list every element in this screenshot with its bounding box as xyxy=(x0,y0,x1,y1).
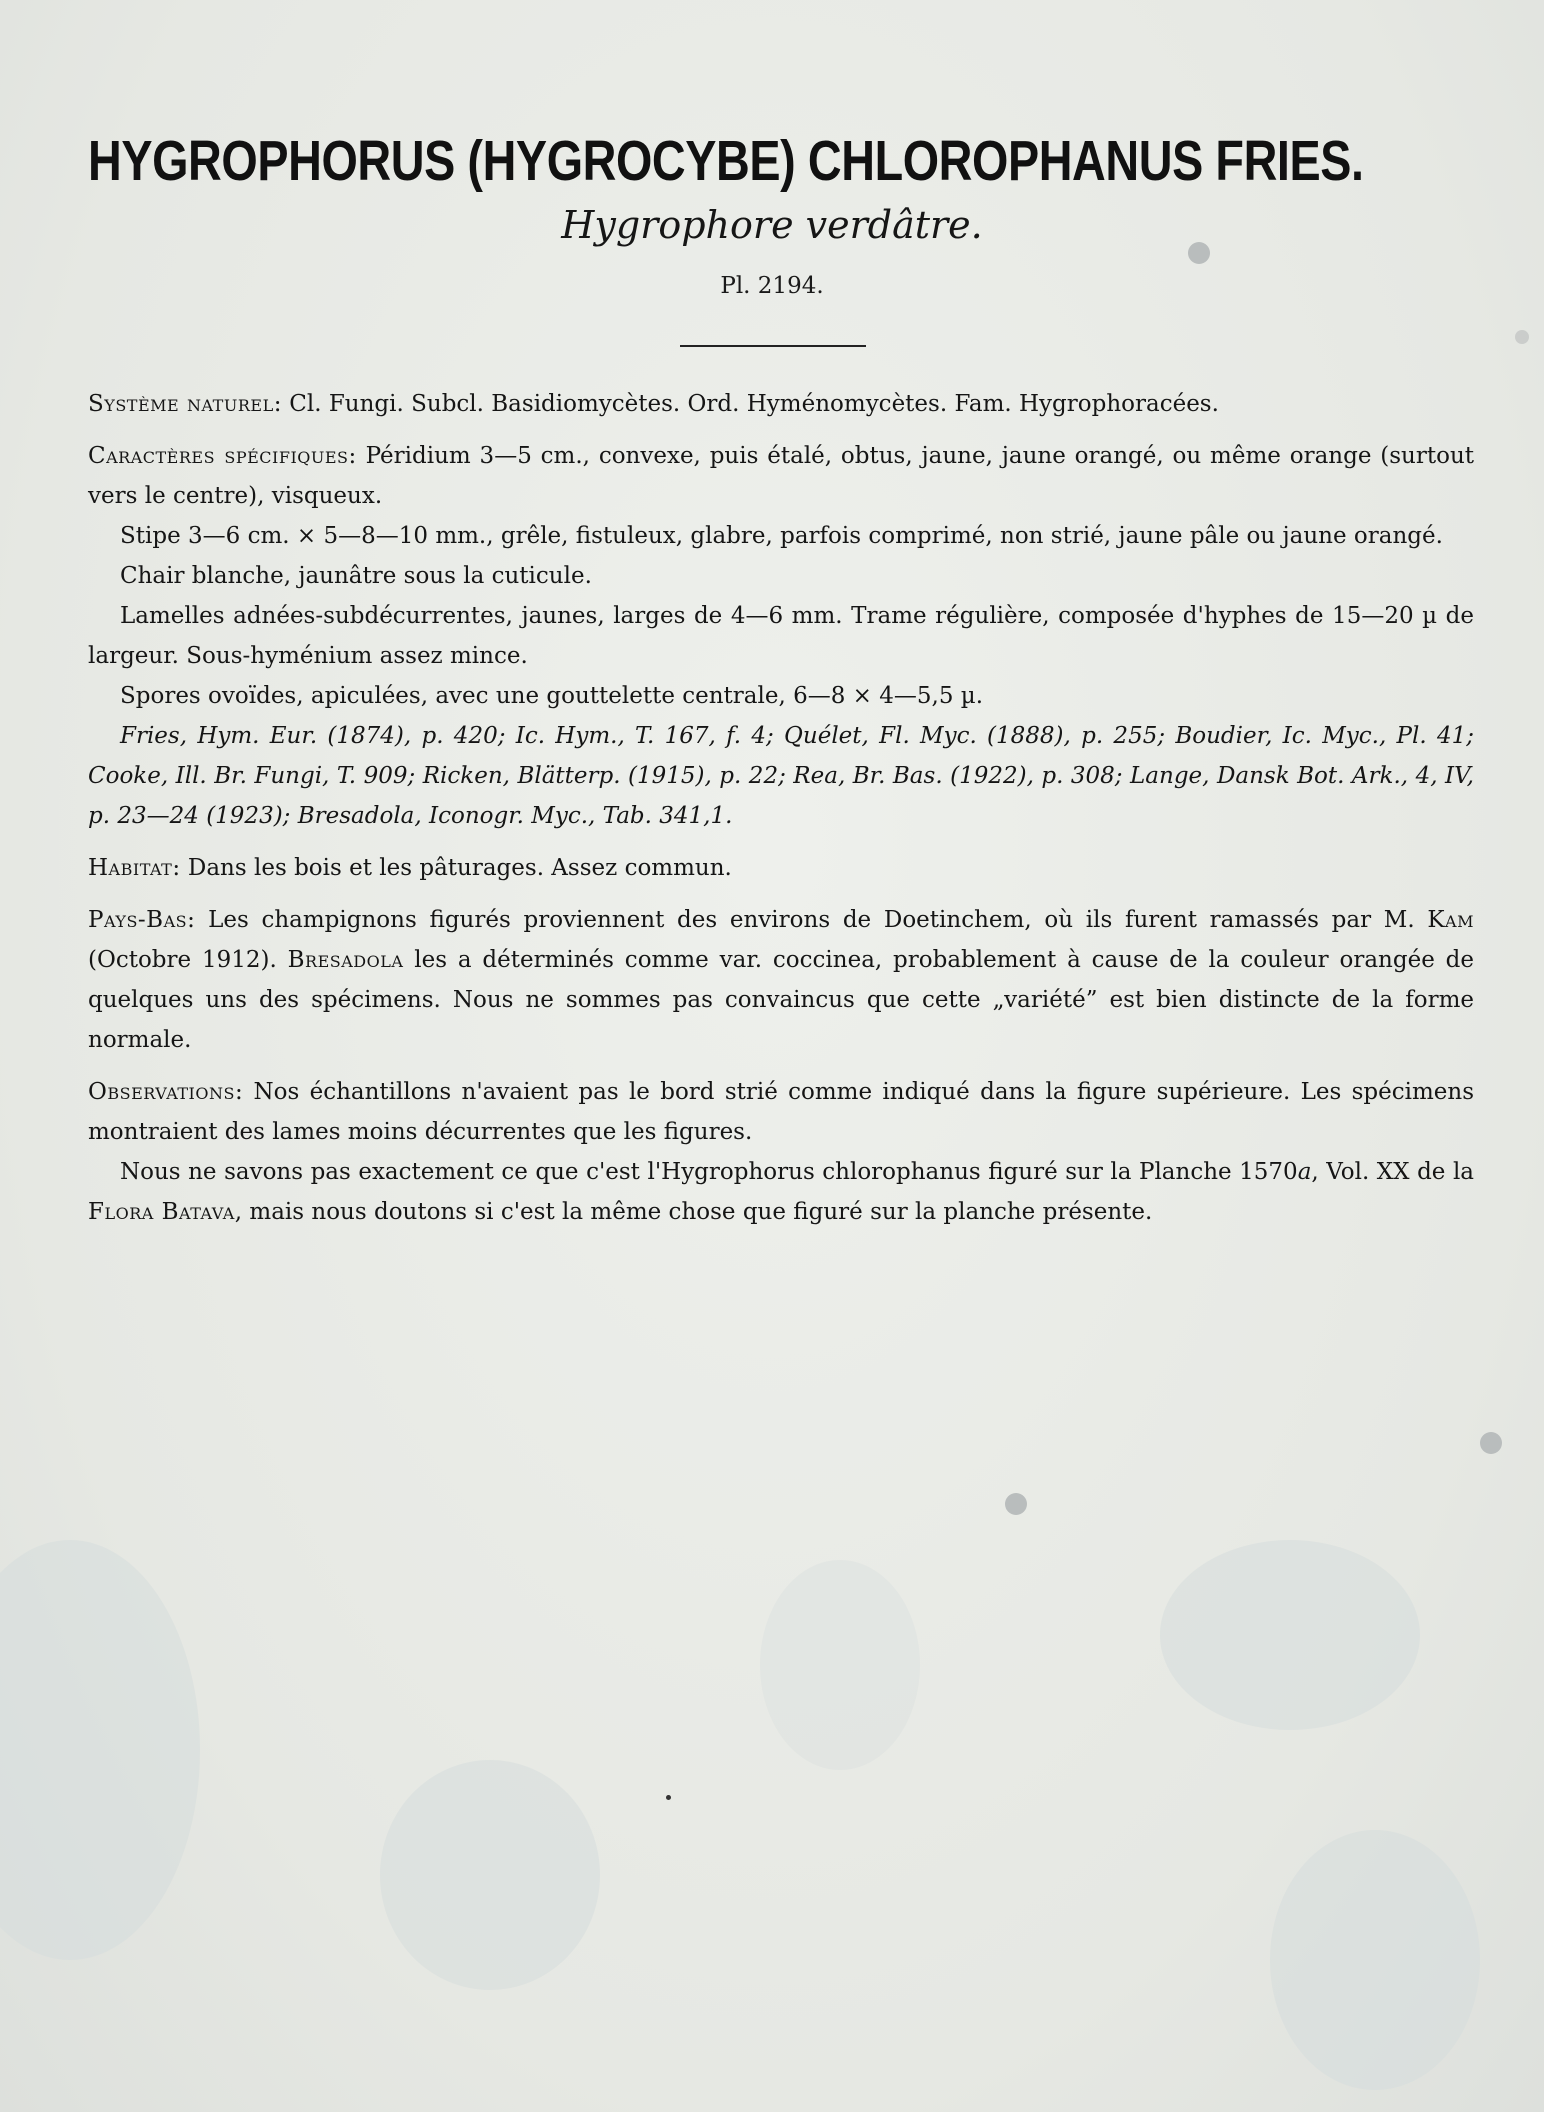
determiner-name: Bresadola xyxy=(287,947,404,973)
caracteres-text: Péridium 3—5 cm., convexe, puis étalé, obtus, jaune, jaune orangé, ou même orange (surtout vers le centre), visqueux. xyxy=(88,443,1474,509)
observations-text-2a: Nous ne savons pas exactement ce que c'est l'Hygrophorus chlorophanus figuré sur la Planche 1570 xyxy=(120,1159,1298,1185)
paper-speck xyxy=(1005,1493,1027,1515)
observations-text-2c: , mais nous doutons si c'est la même chose que figuré sur la planche présente. xyxy=(234,1199,1153,1225)
observations-text: Nos échantillons n'avaient pas le bord strié comme indiqué dans la figure supérieure. Les spécimens montraient des lames moins décurrentes que les figures. xyxy=(88,1079,1474,1145)
show-through-illustration xyxy=(1270,1830,1480,2090)
systeme-label: Système naturel: xyxy=(88,391,282,417)
paysbas-text-2: (Octobre 1912). xyxy=(88,947,288,973)
stipe-paragraph: Stipe 3—6 cm. × 5—8—10 mm., grêle, fistuleux, glabre, parfois comprimé, non strié, jaune pâle ou jaune orangé. xyxy=(120,523,1443,549)
paysbas-label: Pays-Bas: xyxy=(88,907,196,933)
plate-suffix: a xyxy=(1297,1159,1312,1185)
show-through-illustration xyxy=(380,1760,600,1990)
description-body xyxy=(88,384,1474,1232)
systeme-paragraph xyxy=(88,384,1474,424)
chair-paragraph: Chair blanche, jaunâtre sous la cuticule. xyxy=(120,563,592,589)
paysbas-text-3: les a déterminés comme var. coccinea, probablement à cause de la couleur orangée de quelques uns des spécimens. Nous ne sommes pas convaincus que cette „variété” est bien distincte de la forme normale. xyxy=(88,947,1474,1053)
observations-paragraph-2 xyxy=(88,1152,1474,1232)
page-subtitle: Hygrophore verdâtre. xyxy=(561,203,983,247)
spores-paragraph: Spores ovoïdes, apiculées, avec une gouttelette centrale, 6—8 × 4—5,5 µ. xyxy=(120,683,984,709)
paper-speck xyxy=(1515,330,1529,344)
show-through-illustration xyxy=(0,1540,200,1960)
caracteres-label: Caractères spécifiques: xyxy=(88,443,357,469)
habitat-label: Habitat: xyxy=(88,855,181,881)
paysbas-text-1: Les champignons figurés proviennent des environs de Doetinchem, où ils furent ramassés par M. xyxy=(195,907,1428,933)
title-divider xyxy=(680,345,866,347)
show-through-illustration xyxy=(760,1560,920,1770)
flora-batava-name: Flora Batava xyxy=(88,1199,235,1225)
show-through-illustration xyxy=(1160,1540,1420,1730)
paper-speck xyxy=(666,1795,671,1800)
observations-label: Observations: xyxy=(88,1079,244,1105)
observations-paragraph xyxy=(88,1072,1474,1152)
caracteres-paragraph xyxy=(88,436,1474,516)
habitat-text: Dans les bois et les pâturages. Assez commun. xyxy=(180,855,732,881)
page-title: HYGROPHORUS (HYGROCYBE) CHLOROPHANUS FRIES. xyxy=(88,129,1364,193)
paysbas-paragraph xyxy=(88,900,1474,1060)
lamelles-paragraph: Lamelles adnées-subdécurrentes, jaunes, larges de 4—6 mm. Trame régulière, composée d'hyphes de 15—20 µ de largeur. Sous-hyménium assez mince. xyxy=(88,603,1474,669)
observations-text-2b: , Vol. XX de la xyxy=(1311,1159,1475,1185)
plate-number: Pl. 2194. xyxy=(720,273,824,299)
collector-name: Kam xyxy=(1427,907,1474,933)
habitat-paragraph xyxy=(88,848,1474,888)
paper-speck xyxy=(1480,1432,1502,1454)
systeme-text: Cl. Fungi. Subcl. Basidiomycètes. Ord. Hyménomycètes. Fam. Hygrophoracées. xyxy=(281,391,1219,417)
references-paragraph: Fries, Hym. Eur. (1874), p. 420; Ic. Hym., T. 167, f. 4; Quélet, Fl. Myc. (1888), p. 255; Boudier, Ic. Myc., Pl. 41; Cooke, Ill. Br. Fungi, T. 909; Ricken, Blätterp. (1915), p. 22; Rea, Br. Bas. (1922), p. 308; Lange, Dansk Bot. Ark., 4, IV, p. 23—24 (1923); Bresadola, Iconogr. Myc., Tab. 341,1. xyxy=(88,723,1474,829)
